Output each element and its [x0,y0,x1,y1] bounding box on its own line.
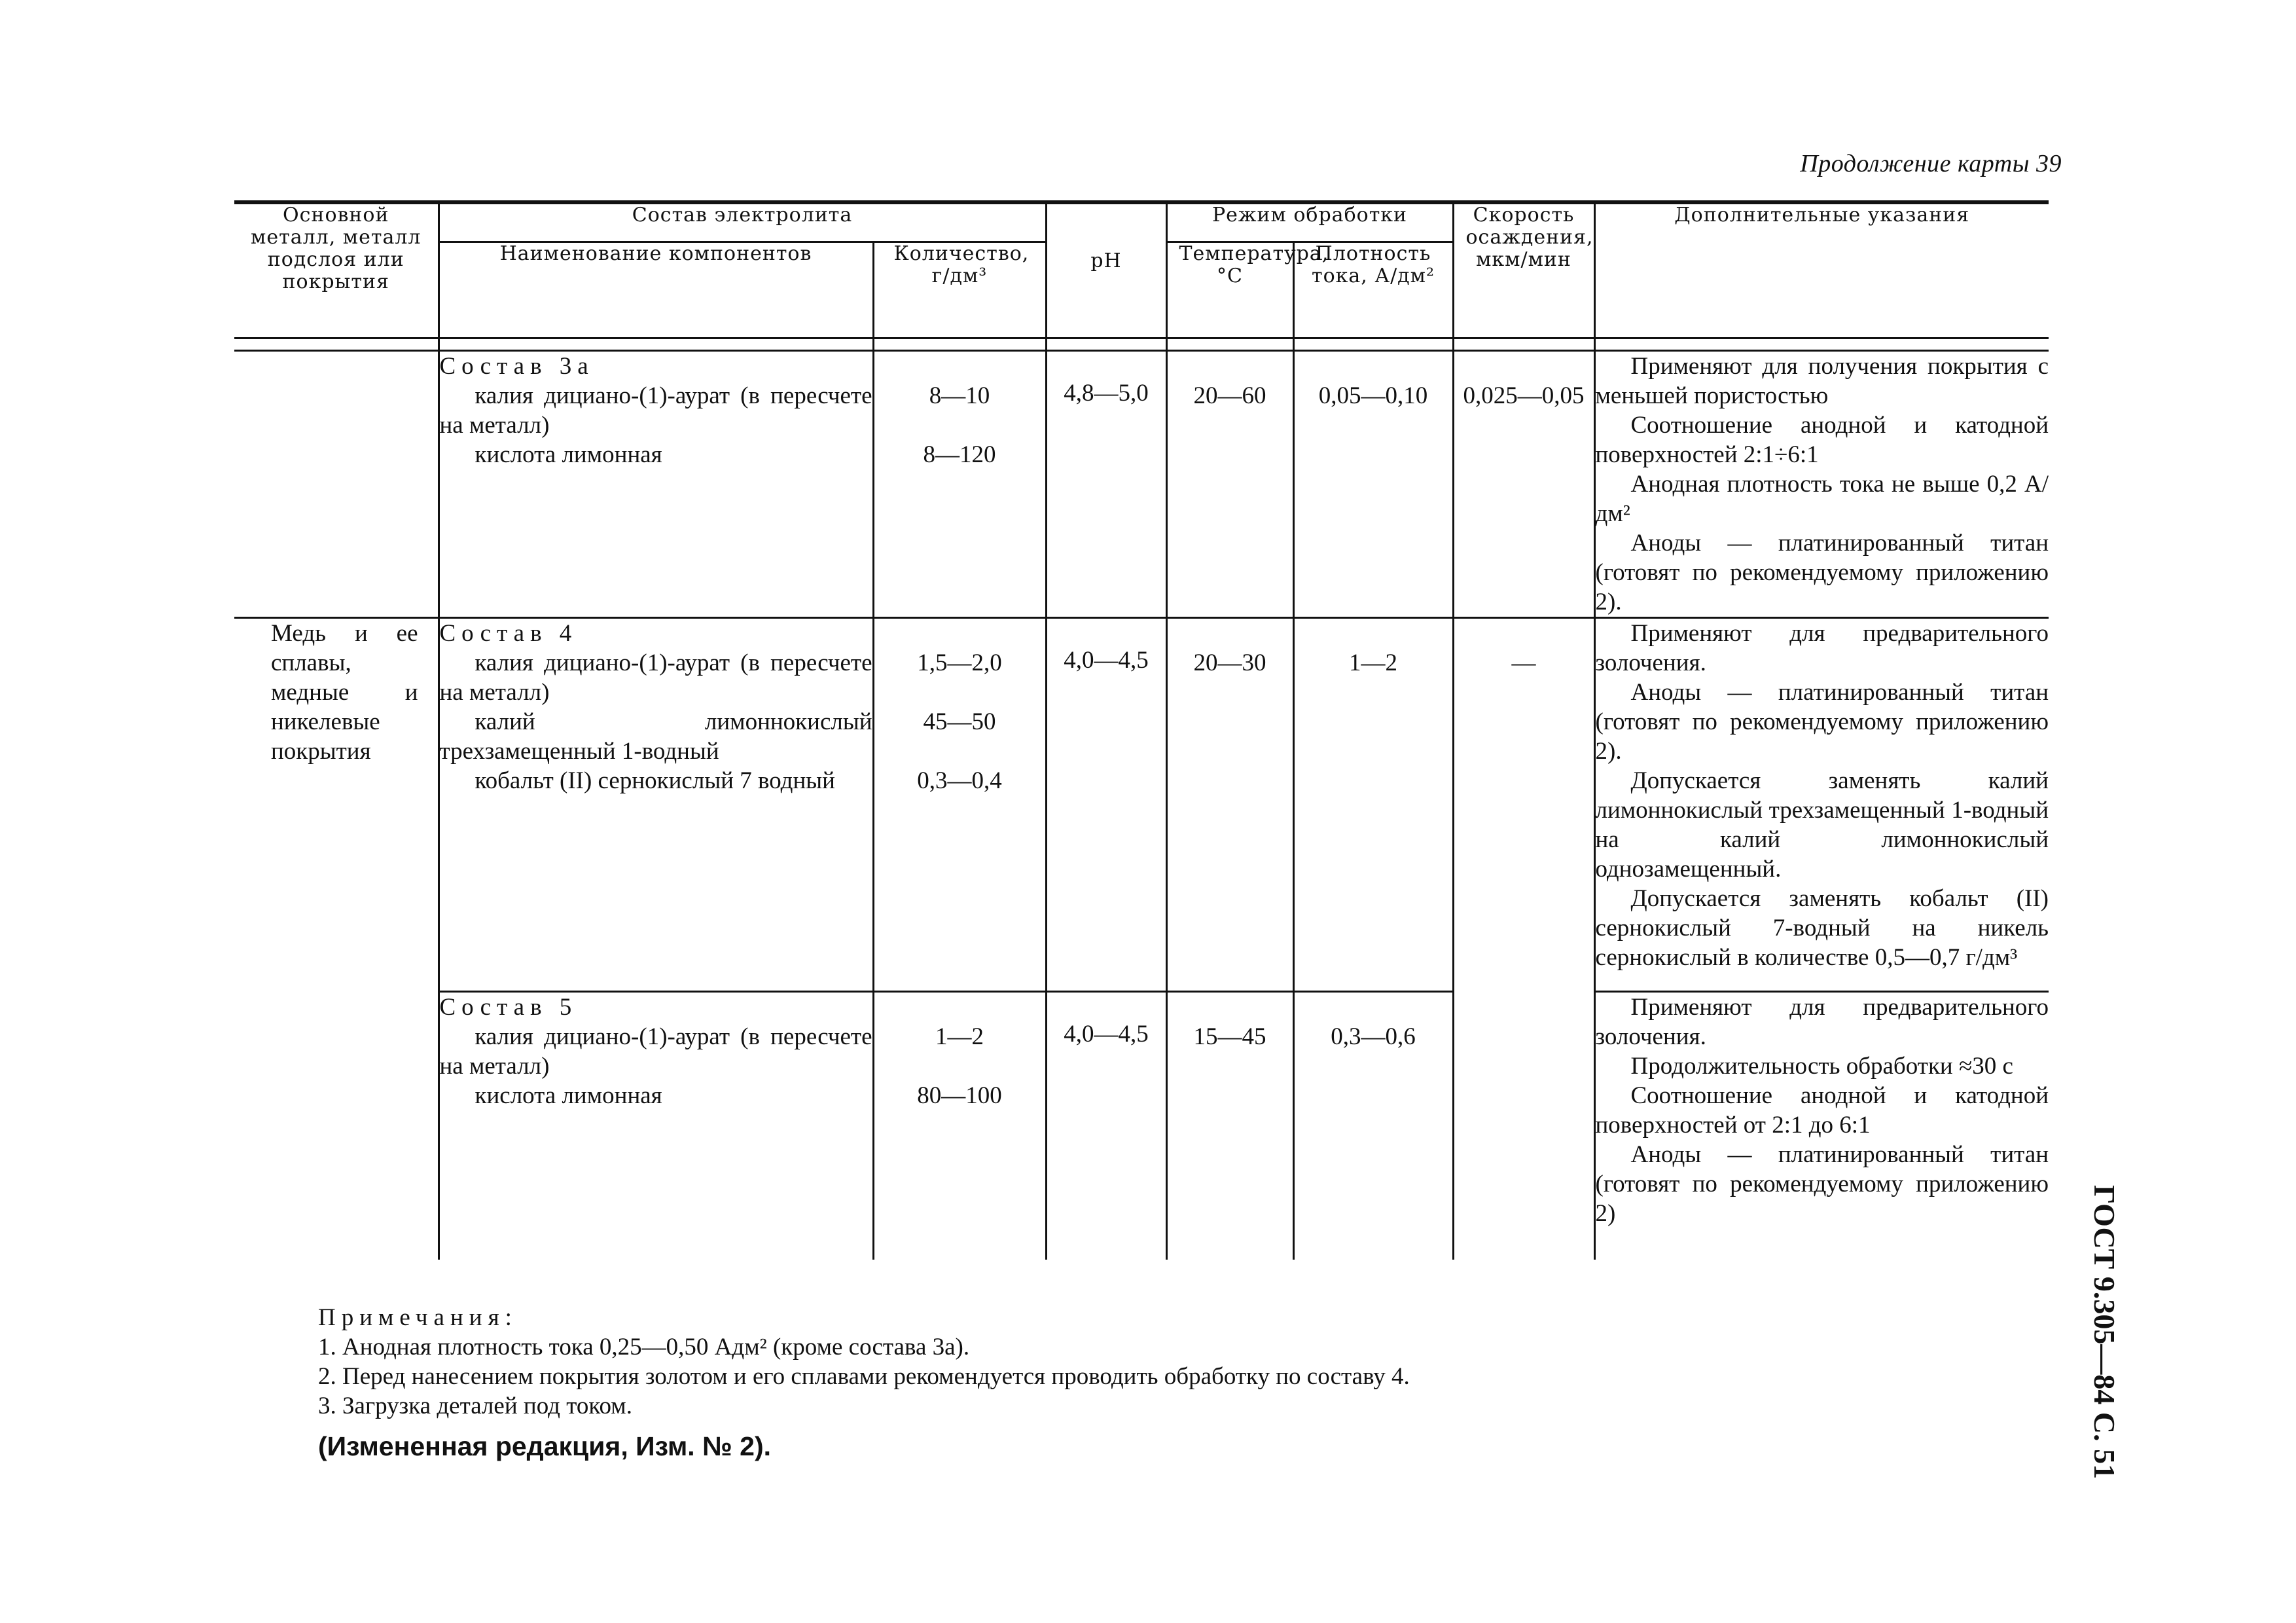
header-mode: Режим обработки [1166,202,1453,242]
base-metal-cell [234,351,439,618]
temperature-value: 20—30 [1193,649,1266,676]
note-line: Продолжительность обработки ≈30 с [1630,1053,2013,1080]
component-name: кислота лимонная [475,1082,662,1109]
temperature-cell [1166,618,1293,992]
quantity-cell [873,992,1046,1260]
note-line: Аноды — платинированный титан (готовят по рекомендуемому приложению 2) [1595,1141,2049,1227]
note-line: Соотношение анодной и катодной поверхностей 2:1÷6:1 [1595,412,2049,468]
table-row [234,992,2049,1260]
table-row [234,618,2049,992]
note-line: Применяют для получения покрытия с меньшей пористостью [1595,353,2049,409]
composition-title: Состав 3а [439,353,594,380]
rate-cell [1453,618,1594,1260]
component-name: калий лимоннокислый трехзамещенный 1-водный [439,708,872,765]
quantity-value: 1,5—2,0 [917,649,1002,676]
current-density-value: 1—2 [1349,649,1397,676]
current-density-cell [1293,618,1453,992]
quantity-cell [873,351,1046,618]
header-current-density: Плотность тока, А/дм² [1293,242,1453,338]
standard-page-label: ГОСТ 9.305—84 С. 51 [2088,1185,2121,1480]
footnote-item: 3. Загрузка деталей под током. [318,1393,632,1419]
page-continuation-header: Продолжение карты 39 [1800,150,2062,177]
footnote-item: 2. Перед нанесением покрытия золотом и его сплавами рекомендуется проводить обработку по составу 4. [318,1363,1410,1390]
component-name: кобальт (II) сернокислый 7 водный [475,767,835,794]
current-density-value: 0,05—0,10 [1318,382,1428,409]
component-name: калия дициано-(1)-аурат (в пересчете на металл) [439,1023,872,1080]
ph-cell [1046,351,1166,618]
temperature-value: 20—60 [1193,382,1266,409]
temperature-cell [1166,992,1293,1260]
ph-value: 4,0—4,5 [1064,1021,1149,1048]
components-cell [439,618,873,992]
composition-title: Состав 5 [439,994,578,1021]
notes-cell [1594,618,2049,992]
header-quantity: Количество, г/дм³ [873,242,1046,338]
note-line: Применяют для предварительного золочения. [1595,620,2049,676]
current-density-cell [1293,992,1453,1260]
quantity-value: 8—120 [923,441,996,468]
footnotes [318,1303,1410,1421]
note-line: Применяют для предварительного золочения. [1595,994,2049,1050]
current-density-cell [1293,351,1453,618]
temperature-cell [1166,351,1293,618]
note-line: Аноды — платинированный титан (готовят по рекомендуемому приложению 2). [1595,679,2049,765]
notes-cell [1594,351,2049,618]
component-name: кислота лимонная [475,441,662,468]
quantity-value: 1—2 [935,1023,984,1050]
footnote-item: 1. Анодная плотность тока 0,25—0,50 Адм² (кроме состава 3а). [318,1334,970,1360]
note-line: Допускается заменять кобальт (II) сернокислый 7-водный на никель сернокислый в количестве 0,5—0,7 г/дм³ [1595,885,2049,971]
ph-value: 4,8—5,0 [1064,380,1149,407]
ph-cell [1046,618,1166,992]
notes-cell [1594,992,2049,1260]
table-row [234,351,2049,618]
quantity-value: 80—100 [917,1082,1002,1109]
note-line: Анодная плотность тока не выше 0,2 А/дм² [1595,471,2049,527]
temperature-value: 15—45 [1193,1023,1266,1050]
header-additional: Дополнительные указания [1594,202,2049,338]
header-electrolyte: Состав электролита [439,202,1046,242]
header-component-name: Наименование компонентов [439,242,873,338]
base-metal-cell [234,992,439,1260]
header-base-metal: Основной металл, металл подслоя или покрытия [234,202,439,338]
composition-title: Состав 4 [439,620,578,647]
base-metal-cell [234,618,439,992]
quantity-value: 0,3—0,4 [917,767,1002,794]
component-name: калия дициано-(1)-аурат (в пересчете на металл) [439,382,872,439]
note-line: Аноды — платинированный титан (готовят по рекомендуемому приложению 2). [1595,530,2049,615]
base-metal-text: Медь и ее сплавы, медные и никелевые покрытия [271,620,418,765]
header-separator [234,338,2049,351]
quantity-cell [873,618,1046,992]
rate-value: 0,025—0,05 [1463,382,1585,409]
header-deposition-rate: Скорость осаждения, мкм/мин [1453,202,1594,338]
rate-value: — [1511,649,1536,676]
header-temperature: Температура, °С [1166,242,1293,338]
ph-value: 4,0—4,5 [1064,647,1149,674]
note-line: Соотношение анодной и катодной поверхностей от 2:1 до 6:1 [1595,1082,2049,1139]
component-name: калия дициано-(1)-аурат (в пересчете на металл) [439,649,872,706]
note-line: Допускается заменять калий лимоннокислый трехзамещенный 1-водный на калий лимоннокислый однозамещенный. [1595,767,2049,883]
quantity-value: 45—50 [923,708,996,735]
quantity-value: 8—10 [929,382,990,409]
current-density-value: 0,3—0,6 [1331,1023,1416,1050]
header-ph: pH [1046,202,1166,338]
rate-cell [1453,351,1594,618]
electrolyte-table [234,200,2049,1260]
amendment-note: (Измененная редакция, Изм. № 2). [318,1431,772,1461]
footnotes-title: Примечания: [318,1304,518,1331]
components-cell [439,351,873,618]
ph-cell [1046,992,1166,1260]
components-cell [439,992,873,1260]
